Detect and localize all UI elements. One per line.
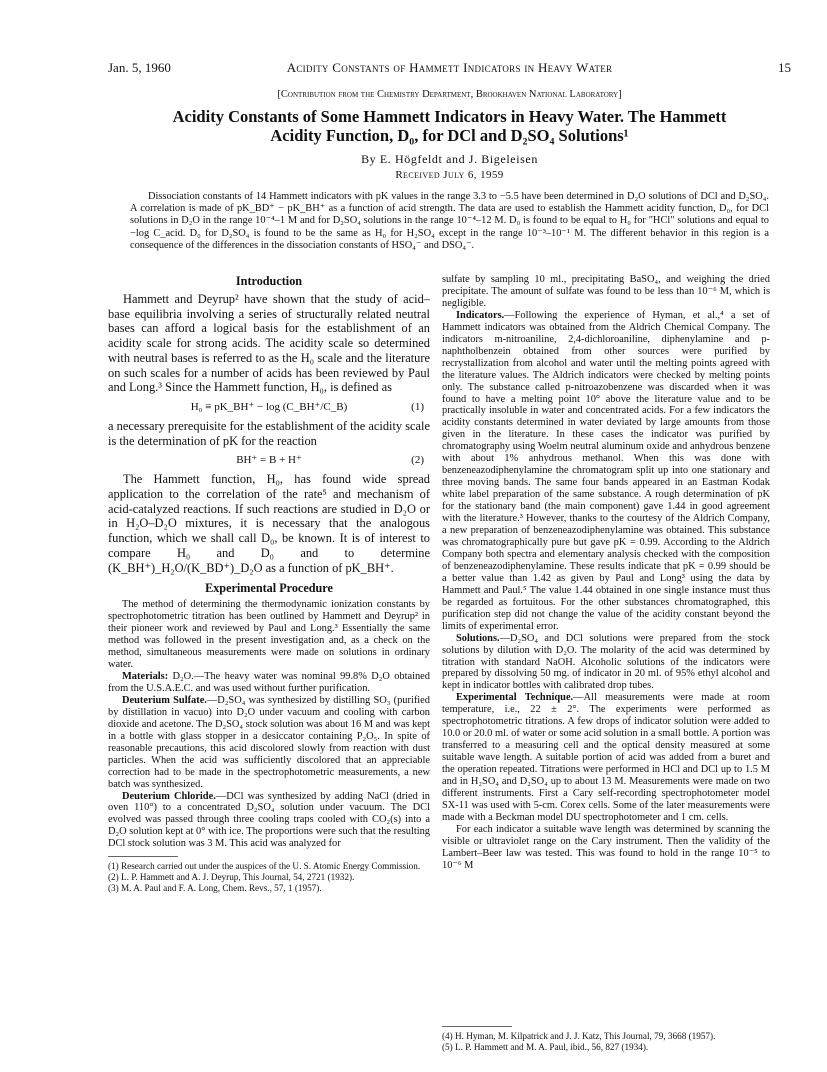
- right-footnotes: [442, 1026, 770, 1053]
- equation-1-number: (1): [411, 400, 424, 413]
- right-footnote-rule: [442, 1026, 512, 1027]
- article-title: [108, 107, 791, 145]
- title-line-1: Acidity Constants of Some Hammett Indicators in Heavy Water. The Hammett: [172, 107, 727, 126]
- deuterium-sulfate-label: Deuterium Sulfate.: [122, 694, 207, 706]
- issue-date: Jan. 5, 1960: [108, 60, 171, 75]
- page-number: 15: [778, 60, 791, 75]
- equation-1-text: H₀ ≡ pK_BH⁺ − log (C_BH⁺/C_B): [190, 400, 348, 413]
- right-column: [442, 274, 770, 872]
- intro-paragraph-3: The Hammett function, H₀, has found wide spread application to the correlation of the rate⁵ and mechanism of acid-catalyzed reactions. If such reactions are studied in D₂O or in H₂O–D₂O mixtures, it is necessary that the analogous function, which we shall call D₀, be known. It is of interest to compare H₀ and D₀ and to determine (K_BH⁺)_H₂O/(K_BD⁺)_D₂O as a function of pK_BH⁺.: [108, 472, 430, 575]
- footnote-5: (5) L. P. Hammett and M. A. Paul, ibid., 56, 827 (1934).: [442, 1041, 649, 1052]
- solutions-text: —D₂SO₄ and DCl solutions were prepared from the stock solutions by dilution with D₂O. The molarity of the acid was determined by titration with standard NaOH. Alcoholic solutions of the indicators were prepared by dissolving 50 mg. of indicator in 20 ml. of 95% ethyl alcohol and kept in indicator bottles with calibrated drop tubes.: [442, 632, 770, 692]
- title-line-2: Acidity Function, D₀, for DCl and D₂SO₄ Solutions¹: [270, 126, 629, 145]
- equation-2-text: BH⁺ = B + H⁺: [236, 454, 302, 467]
- solutions-label: Solutions.: [456, 632, 500, 644]
- deuterium-chloride-label: Deuterium Chloride.: [122, 790, 216, 802]
- equation-2: [108, 451, 430, 469]
- authors: By E. Högfeldt and J. Bigeleisen: [361, 152, 538, 166]
- equation-2-number: (2): [411, 454, 424, 467]
- contribution-line: [Contribution from the Chemistry Department, Brookhaven National Laboratory]: [277, 89, 622, 100]
- technique-label: Experimental Technique.: [456, 692, 574, 704]
- solutions-paragraph: [442, 633, 770, 693]
- deuterium-chloride-paragraph: [108, 791, 430, 851]
- running-header: [108, 60, 791, 76]
- deuterium-chloride-text: —DCl was synthesized by adding NaCl (dried in oven 110°) to a concentrated D₂SO₄ solution under vacuum. The DCl evolved was passed through three cooling traps cooled with CO₂(s) into a D₂O solution kept at 0° with ice. The proportions were such that the resulting DCl stock solution was 3 M. This acid was analyzed for: [108, 790, 430, 850]
- technique-paragraph: [442, 692, 770, 823]
- intro-paragraph-2: a necessary prerequisite for the establishment of the acidity scale is the determination of pK for the reaction: [108, 418, 430, 448]
- experimental-heading: Experimental Procedure: [205, 581, 333, 596]
- running-title: Acidity Constants of Hammett Indicators in Heavy Water: [286, 60, 613, 75]
- experimental-paragraph: The method of determining the thermodynamic ionization constants by spectrophotometric titration has been outlined by Hammett and Deyrup² in their pioneer work and reviewed by Paul and Long.³ Essentially the same method was followed in the present investigation and, as a check on the method, simultaneous measurements were made on solutions in ordinary water.: [108, 599, 430, 671]
- sulfate-continuation: sulfate by sampling 10 ml., precipitating BaSO₄, and weighing the dried precipitate. The amount of sulfate was found to be less than 10⁻⁶ M, which is negligible.: [442, 274, 770, 309]
- deuterium-sulfate-text: —D₂SO₄ was synthesized by distilling SO₃ (purified by distillation in vacuo) into D₂O under vacuum and cooling with carbon dioxide and acetone. The D₂SO₄ stock solution was about 16 M and was kept in a bottle with glass stopper in a desiccator containing P₂O₅. In spite of reasonable precautions, this acid discolored slowly from reaction with dust particles. When the acid was sufficiently discolored that an appreciable correction had to be made in the spectrophotometric measurements, a new batch was synthesized.: [108, 694, 430, 790]
- indicators-paragraph: [442, 310, 770, 633]
- abstract: Dissociation constants of 14 Hammett indicators with pK values in the range 3.3 to −5.5 have been determined in D₂O solutions of DCl and D₂SO₄. A correlation is made of pK_BD⁺ − pK_BH⁺ as a function of acid strength. The data are used to establish the Hammett acidity function, D₀, for DCl solutions in D₂O in the range 10⁻⁴–1 M and for D₂SO₄ solutions in the range 10⁻⁴–12 M. D₀ is found to be equal to H₀ for "HCl" solutions and equal to −log C_acid. D₀ for D₂SO₄ is found to be the same as H₀ for H₂SO₄ except in the range 10⁻³–10⁻¹ M. The different behavior in this region is a consequence of the differences in the dissociation constants of HSO₄⁻ and DSO₄⁻.: [130, 191, 769, 251]
- wavelength-paragraph: For each indicator a suitable wave length was determined by scanning the visible or ultraviolet range on the Cary instrument. Then the validity of the Lambert–Beer law was tested. This was found to hold in the range 10⁻⁵ to 10⁻⁶ M: [442, 823, 770, 871]
- equation-1: [108, 398, 430, 416]
- indicators-text: —Following the experience of Hyman, et al.,⁴ a set of Hammett indicators was obtained from the Aldrich Chemical Company. The indicators m-nitroaniline, 2,4-dichloroaniline, diphenylamine and p-naphtholbenzein obtained from other sources were purified by recrystallization from alcohol and water until the melting points agreed with the literature values. The Aldrich indicators were checked by melting points only. The substance called p-nitroazobenzene was discarded when it was found to have a melting point 10° above the literature value and to be practically insoluble in water and concentrated acids. For a few indicators the acidity constants determined in water deviated by large amounts from those given in the literature. In these cases the indicator was purified by chromatography using Woelm neutral aluminum oxide and anhydrous benzene with about 1% anhydrous methanol. When this was done with benzeneazodiphenylamine the chromatogram split up into one stationary and three moving bands. The same four bands appeared in an Eastman Kodak white label preparation of the same substance. A rough determination of pK for the stationary band (the main component) gave 1.44 in good agreement with the literature.³ However, thanks to the courtesy of the Aldrich Company, a new preparation of benzeneazodiphenylamine was obtained. This substance was chromatographically pure but gave pK = 0.99. According to the Aldrich Company both spectra and elementary analysis checked with the composition of benzeneazodiphenylamine. These results indicate that pK = 0.99 should be a better value than 1.42 as given by Paul and Long³ using the data by Hammett and Paul.⁵ The value 1.44 obtained in one single instance must thus be regarded as fortuitous. For the other substances chromatographed, this purification step did not change the value of the acidity constant beyond the limits of experimental error.: [442, 309, 770, 632]
- left-column: [108, 274, 430, 894]
- introduction-heading: Introduction: [235, 274, 303, 288]
- footnote-3: (3) M. A. Paul and F. A. Long, Chem. Revs., 57, 1 (1957).: [108, 882, 322, 893]
- footnote-2: (2) L. P. Hammett and A. J. Deyrup, This Journal, 54, 2721 (1932).: [108, 872, 355, 883]
- footnote-1: (1) Research carried out under the auspices of the U. S. Atomic Energy Commission.: [108, 861, 421, 872]
- footnote-4: (4) H. Hyman, M. Kilpatrick and J. J. Katz, This Journal, 79, 3668 (1957).: [442, 1031, 716, 1041]
- indicators-label: Indicators.: [456, 309, 505, 321]
- intro-paragraph-1: Hammett and Deyrup² have shown that the study of acid–base equilibria involving a series of structurally related neutral bases can afford a logical basis for the establishment of an acidity scale for strong acids. The acidity scale so determined with neutral bases is referred to as the H₀ scale and the literature on such scales for a number of acids has been reviewed by Paul and Long.³ Since the Hammett function, H₀, is defined as: [108, 292, 430, 395]
- materials-text: D₂O.—The heavy water was nominal 99.8% D₂O obtained from the U.S.A.E.C. and was used without further purification.: [108, 670, 430, 694]
- materials-paragraph: [108, 671, 430, 695]
- technique-text: —All measurements were made at room temperature, i.e., 22 ± 2°. The experiments were performed as spectrophotometric titrations. A few drops of indicator solution were added to 10.0 or 20.0 ml. of water or some acid solution in a small bottle. A portion was transferred to a measuring cell and the optical density measured at some suitable wave length. A suitable portion of acid was added from a buret and the operation repeated. Titrations were performed in HCl and DCl up to 1.5 M and in H₂SO₄ and D₂SO₄ up to about 13 M. Measurements were made on two different instruments. First a Cary self-recording spectrophotometer model SX-11 was used with 5-cm. Corex cells. Some of the later measurements were made with a Beckman model DU spectrophotometer and 1 cm. cells.: [442, 692, 770, 823]
- deuterium-sulfate-paragraph: [108, 695, 430, 791]
- materials-label: Materials:: [122, 670, 169, 682]
- received-date: Received July 6, 1959: [395, 169, 504, 181]
